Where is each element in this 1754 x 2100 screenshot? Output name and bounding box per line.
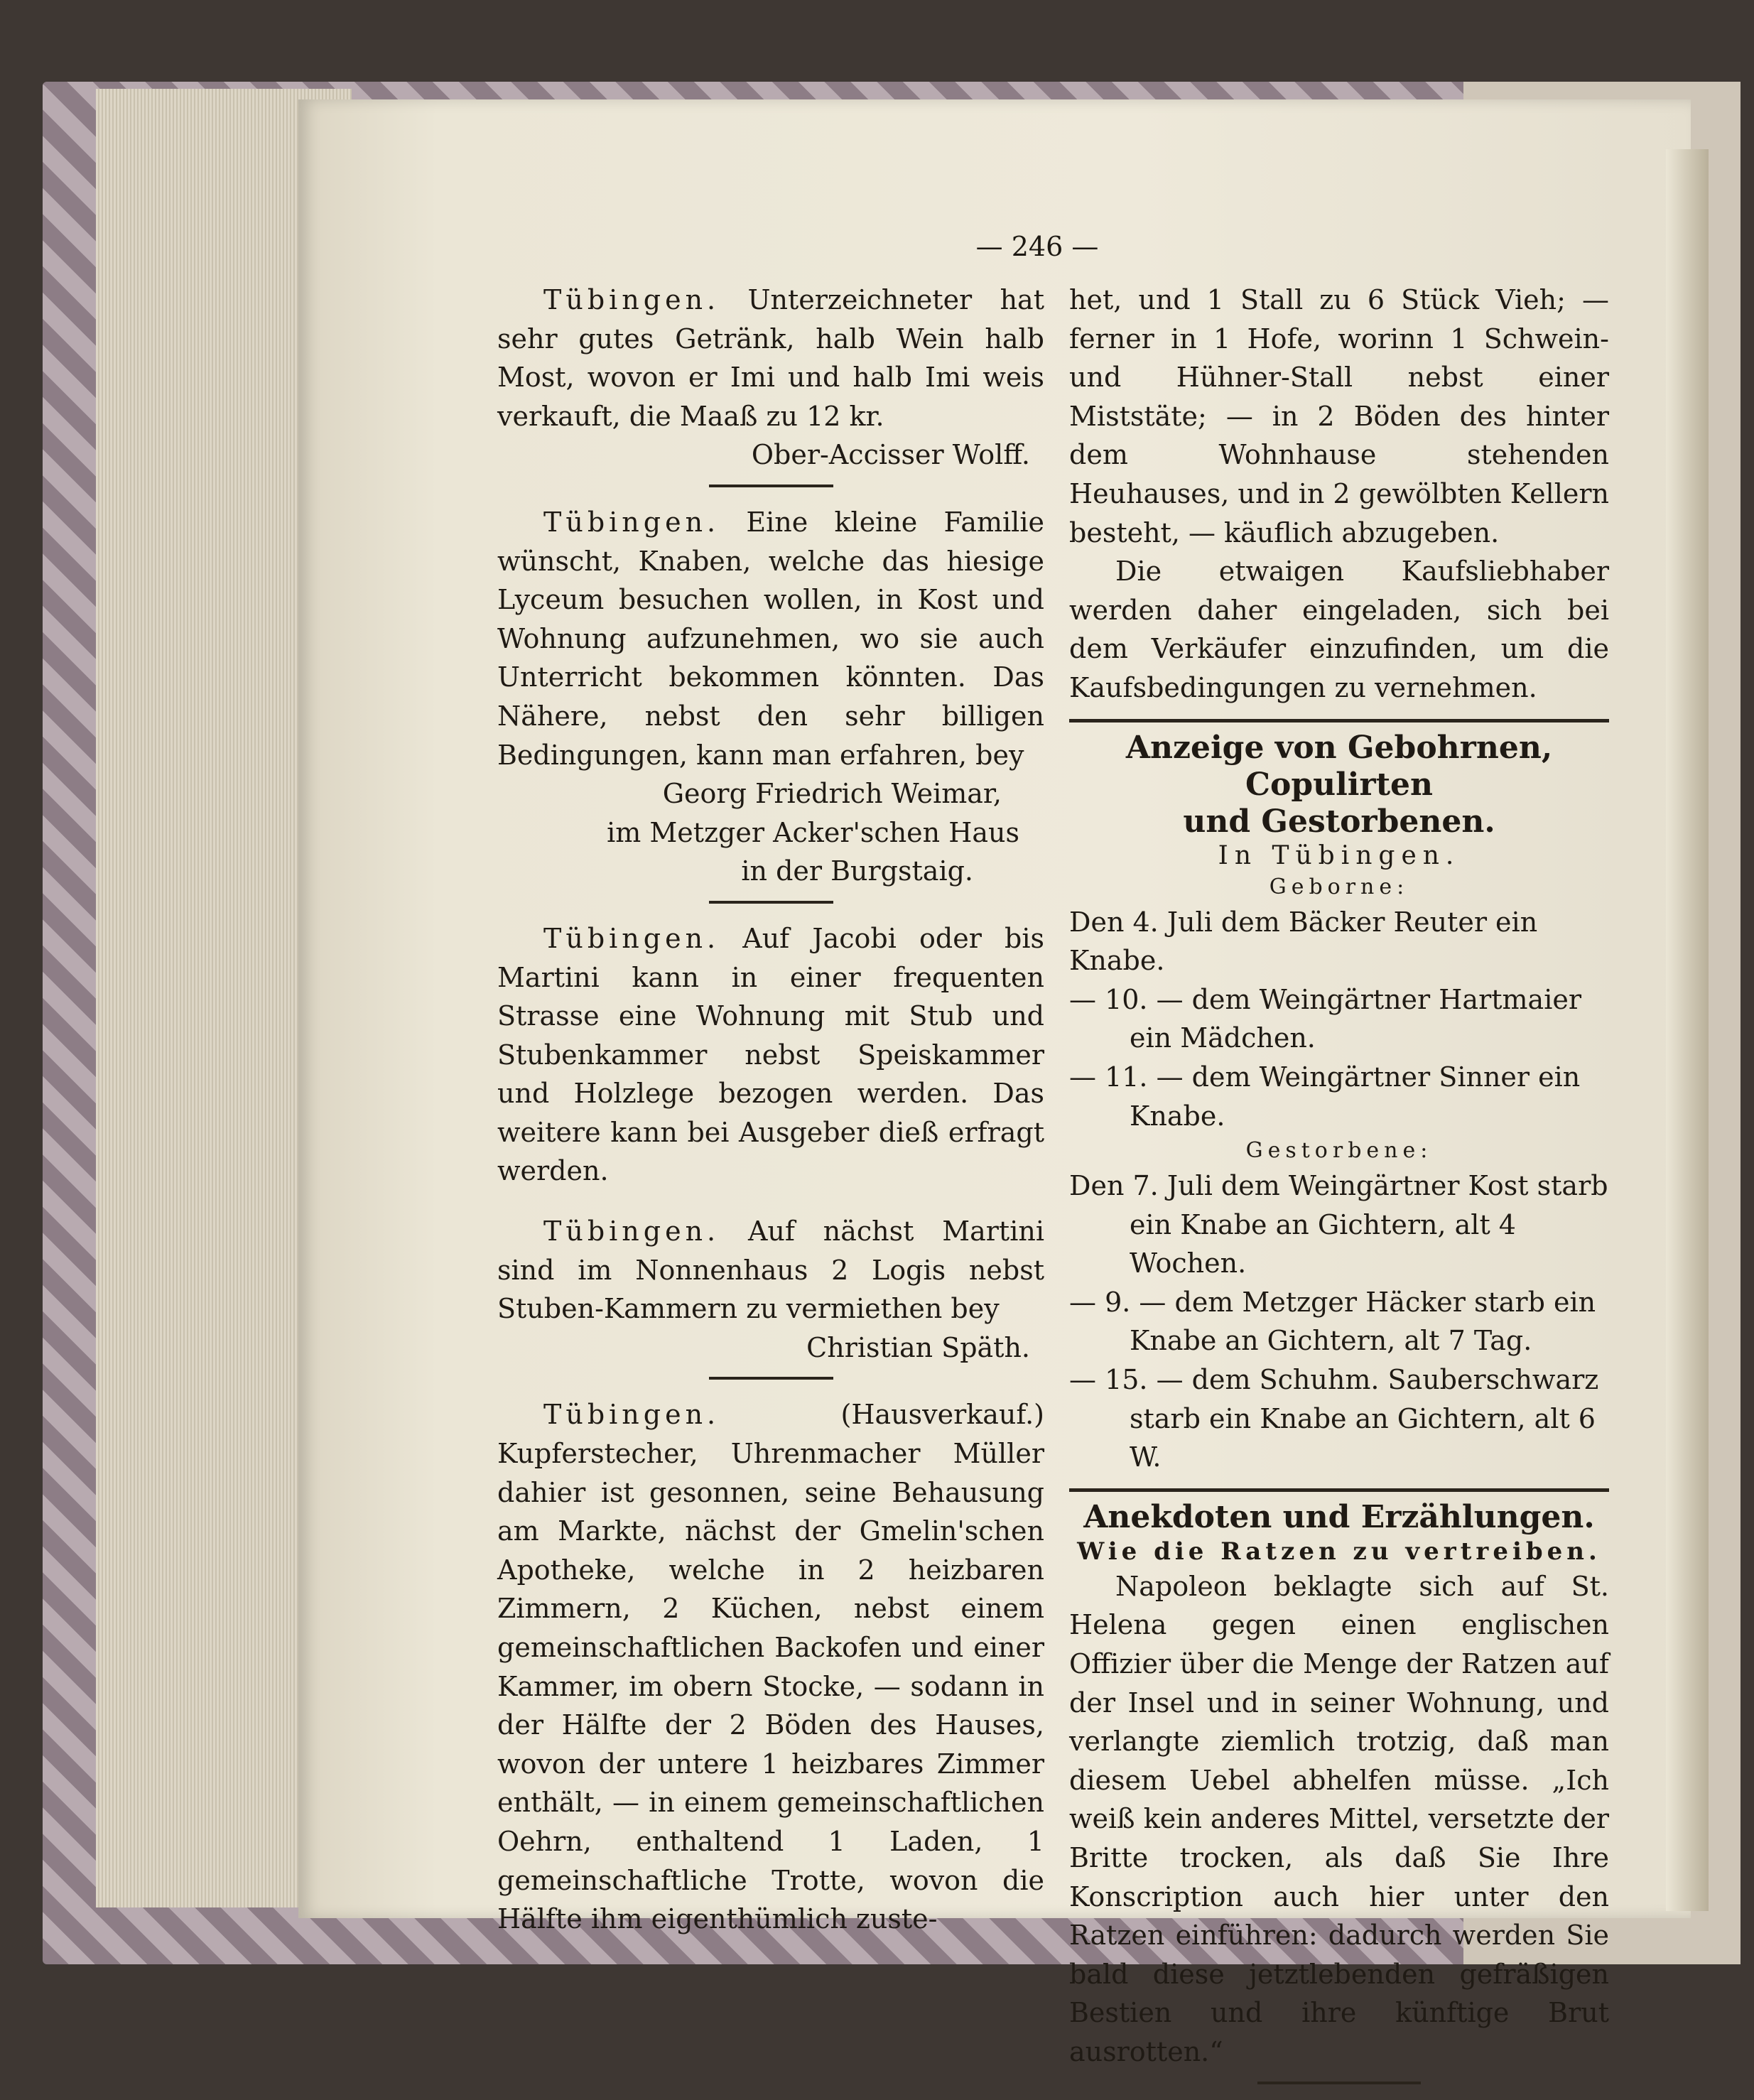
ad-2: [497, 503, 1044, 774]
ad-signature-line: in der Burgstaig.: [741, 855, 973, 887]
ad-text: Eine kleine Familie wünscht, Knaben, welche das hiesige Lyceum besuchen wollen, in Kost und Wohnung aufzunehmen, wo sie auch Unterricht bekommen könnten. Das Nähere, nebst den sehr billigen Bedingungen, kann man erfahren, bey: [497, 506, 1044, 771]
end-rule: [1257, 2082, 1421, 2084]
ad-signature: Ober-Accisser Wolff.: [751, 439, 1030, 471]
page-gutter: [1666, 149, 1709, 1911]
ad-text: Auf nächst Martini sind im Nonnenhaus 2 Logis nebst Stuben-Kammern zu vermiethen bey: [497, 1216, 1044, 1325]
divider: [709, 901, 833, 904]
death-entry: Den 7. Juli dem Weingärtner Kost starb: [1069, 1170, 1608, 1202]
registry-title-cont: und Gestorbenen.: [1183, 803, 1495, 840]
death-entry-cont: ein Knabe an Gichtern, alt 4 Wochen.: [1130, 1208, 1516, 1279]
ad-signature: Christian Späth.: [806, 1331, 1030, 1363]
birth-entry-cont: Knabe.: [1130, 1100, 1225, 1132]
ad-text: Auf Jacobi oder bis Martini kann in einer frequenten Strasse eine Wohnung mit Stub und Stubenkammer nebst Speiskammer und Holzlege bezogen werden. Das weitere kann bei Ausgeber dieß erfragt werden.: [497, 922, 1044, 1187]
divider: [709, 1377, 833, 1380]
birth-entry-cont: ein Mädchen.: [1130, 1022, 1316, 1054]
anecdote-text: Napoleon beklagte sich auf St. Helena gegen einen englischen Offizier über die Menge der Ratzen auf der Insel und in seiner Wohnung, und verlangte ziemlich trotzig, daß man diesem Uebel abhelfen müsse. „Ich weiß kein anderes Mittel, versetzte der Britte trocken, als daß Sie Ihre Konscription auch hier unter den Ratzen einführen: dadurch werden Sie bald diese jetztlebenden gefräßigen Bestien und ihre künftige Brut ausrotten.“: [1069, 1570, 1609, 2067]
continued-text-2: Die etwaigen Kaufsliebhaber werden daher eingeladen, sich bei dem Verkäufer einzufinden, um die Kaufsbedingungen zu vernehmen.: [1069, 556, 1609, 703]
divider: [709, 485, 833, 487]
ad-place: Tübingen.: [543, 1216, 720, 1247]
birth-entry: Den 4. Juli dem Bäcker Reuter ein Knabe.: [1069, 906, 1538, 977]
continued-text: het, und 1 Stall zu 6 Stück Vieh; — ferner in 1 Hofe, worinn 1 Schwein- und Hühner-Stall nebst einer Miststäte; — in 2 Böden des hinter dem Wohnhause stehenden Heuhauses, und in 2 gewölbten Kellern besteht, — käuflich abzugeben.: [1069, 284, 1609, 548]
ad-text: (Hausverkauf.) Kupferstecher, Uhrenmacher Müller dahier ist gesonnen, seine Behausung am Markte, nächst der Gmelin'schen Apotheke, welche in 2 heizbaren Zimmern, 2 Küchen, nebst einem gemeinschaftlichen Backofen und einer Kammer, im obern Stocke, — sodann in der Hälfte der 2 Böden des Hauses, wovon der untere 1 heizbares Zimmer enthält, — in einem gemeinschaftlichen Oehrn, enthaltend 1 Laden, 1 gemeinschaftliche Trotte, wovon die Hälfte ihm eigenthümlich zuste-: [497, 1399, 1044, 1935]
ad-place: Tübingen.: [543, 506, 720, 538]
deaths-label: Gestorbene:: [1245, 1138, 1433, 1164]
ad-3: [497, 919, 1044, 1191]
death-entry-cont: starb ein Knabe an Gichtern, alt 6 W.: [1130, 1402, 1596, 1473]
ad-text: Unterzeichneter hat sehr gutes Getränk, halb Wein halb Most, wovon er Imi und halb Imi weis verkauft, die Maaß zu 12 kr.: [497, 284, 1044, 432]
ad-4: [497, 1212, 1044, 1328]
death-entry: — 15. — dem Schuhm. Sauberschwarz: [1069, 1364, 1599, 1396]
ad-place: Tübingen.: [543, 1399, 720, 1431]
ad-signature-line: Georg Friedrich Weimar,: [662, 778, 1002, 810]
death-entry-cont: Knabe an Gichtern, alt 7 Tag.: [1130, 1325, 1532, 1357]
section-rule: [1069, 719, 1609, 722]
left-column: [497, 281, 1044, 1939]
ad-signature-line: im Metzger Acker'schen Haus: [607, 816, 1019, 848]
birth-entry: — 10. — dem Weingärtner Hartmaier: [1069, 983, 1582, 1015]
births-label: Geborne:: [1269, 874, 1409, 899]
right-column: [1069, 281, 1609, 2100]
ad-place: Tübingen.: [543, 284, 720, 315]
section-rule: [1069, 1488, 1609, 1492]
ad-place: Tübingen.: [543, 922, 720, 954]
registry-place: In Tübingen.: [1218, 840, 1461, 870]
ad-1: [497, 281, 1044, 435]
anecdote-title: Wie die Ratzen zu vertreiben.: [1077, 1537, 1601, 1566]
registry-title: Anzeige von Gebohrnen, Copulirten: [1125, 729, 1553, 803]
anecdote-section-title: Anekdoten und Erzählungen.: [1083, 1498, 1595, 1535]
birth-entry: — 11. — dem Weingärtner Sinner ein: [1069, 1061, 1581, 1093]
ad-5: [497, 1395, 1044, 1938]
death-entry: — 9. — dem Metzger Häcker starb ein: [1069, 1286, 1596, 1318]
page-number: — 246 —: [975, 231, 1099, 262]
